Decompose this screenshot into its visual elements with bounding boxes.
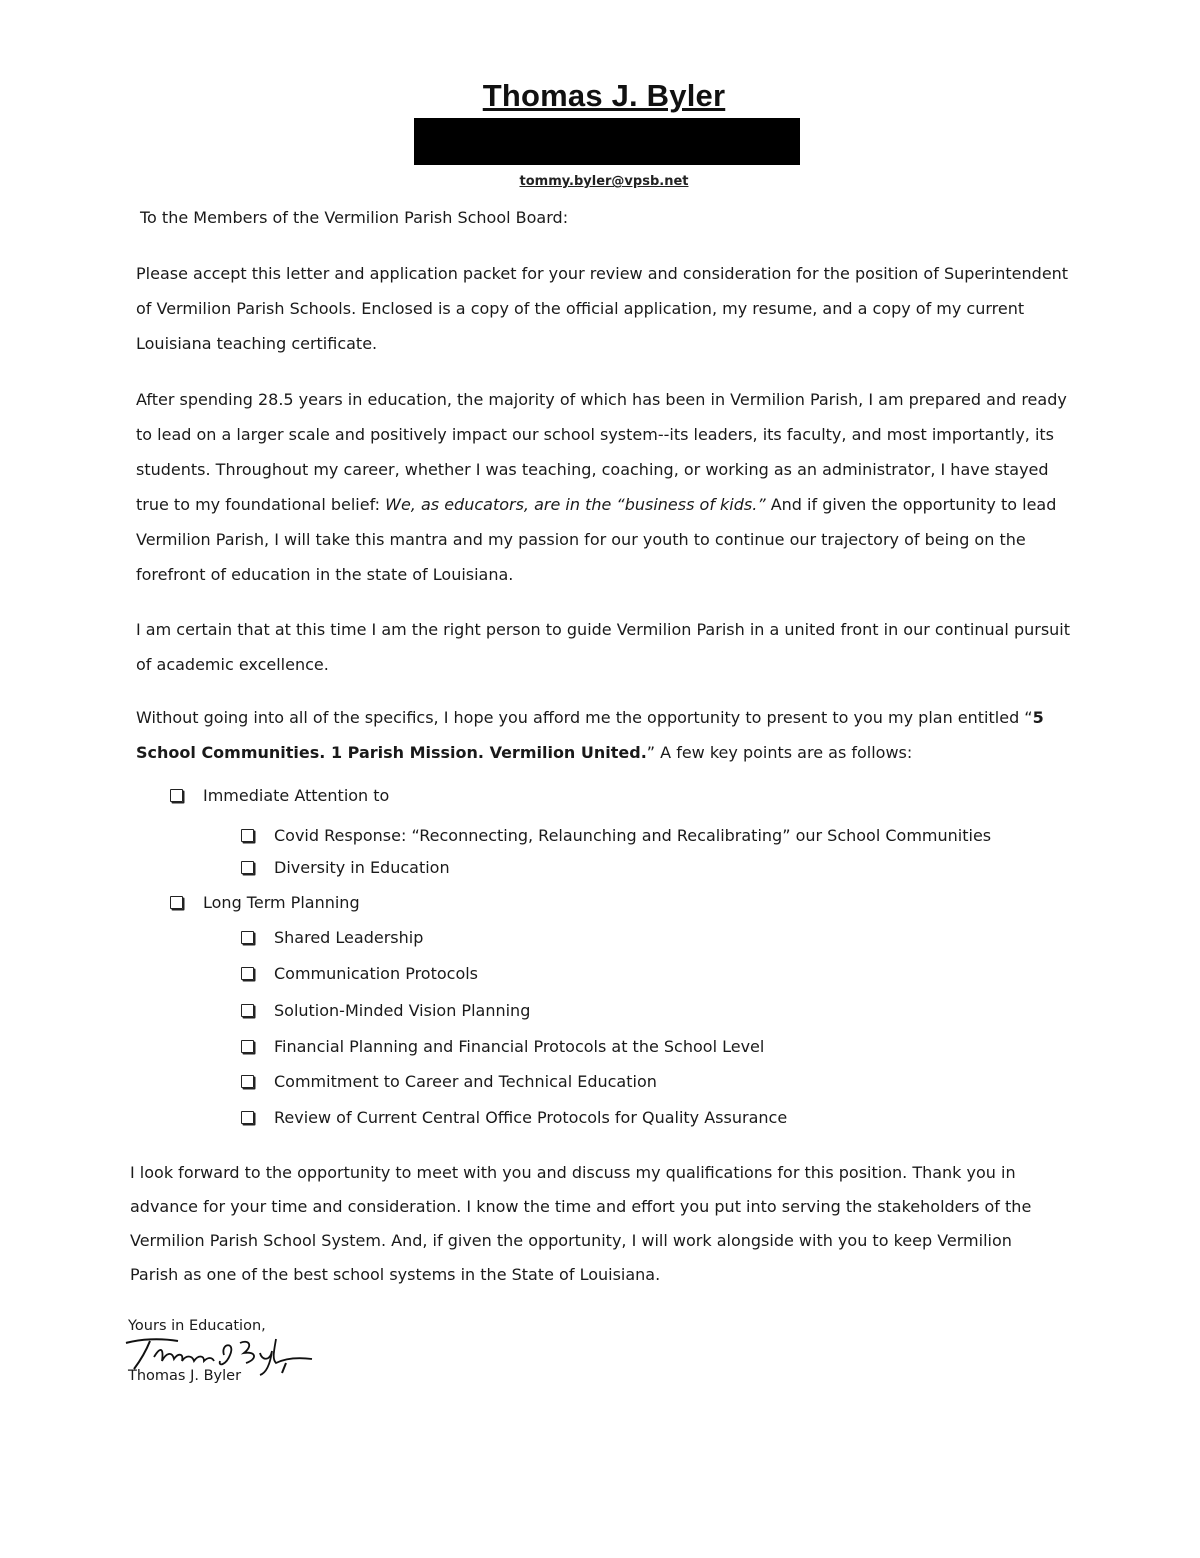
list-item	[241, 858, 450, 877]
list-item-label: Review of Current Central Office Protocols for Quality Assurance	[274, 1108, 788, 1127]
list-item-label: Financial Planning and Financial Protocols at the School Level	[274, 1037, 765, 1056]
list-item	[170, 893, 360, 912]
list-item-label: Covid Response: “Reconnecting, Relaunching and Recalibrating” our School Communities	[274, 826, 992, 845]
closing-salutation: Yours in Education,	[128, 1318, 266, 1334]
foundational-belief: We, as educators, are in the “business of kids.”	[385, 495, 766, 514]
paragraph-experience-text-a: After spending 28.5 years in education, the majority of which has been in Vermilion Parish, I am prepared and ready to lead on a larger scale and positively impact our school system--its leaders, its faculty, and most importantly, its students. Throughout my career, whether I was teaching, coaching, or working as an administrator, I have stayed true to my foundational belief:	[136, 390, 1067, 514]
plan-title: 5 School Communities. 1 Parish Mission. Vermilion United.	[136, 708, 1044, 762]
checkbox-icon	[241, 861, 254, 874]
paragraph-experience	[136, 382, 1071, 592]
list-item	[241, 1108, 787, 1127]
letterhead-email[interactable]: tommy.byler@vpsb.net	[519, 174, 689, 189]
list-item-label: Commitment to Career and Technical Education	[274, 1072, 657, 1091]
checkbox-icon	[241, 829, 254, 842]
checkbox-icon	[241, 931, 254, 944]
checkbox-icon	[241, 1111, 254, 1124]
list-item	[241, 1072, 657, 1091]
list-item	[241, 964, 478, 983]
paragraph-certainty: I am certain that at this time I am the right person to guide Vermilion Parish in a united front in our continual pursuit of academic excellence.	[136, 620, 1071, 674]
list-item	[241, 1001, 530, 1020]
checkbox-icon	[241, 1075, 254, 1088]
checkbox-icon	[241, 967, 254, 980]
paragraph-plan-text-b: ” A few key points are as follows:	[646, 743, 913, 762]
list-item	[241, 826, 991, 845]
list-item-label: Communication Protocols	[274, 964, 479, 983]
letterhead-name: Thomas J. Byler	[482, 78, 726, 113]
checkbox-icon	[241, 1040, 254, 1053]
redacted-block	[414, 118, 800, 165]
paragraph-plan	[136, 700, 1071, 770]
checkbox-icon	[170, 789, 183, 802]
list-group-label: Immediate Attention to	[203, 786, 390, 805]
list-item	[241, 1037, 764, 1056]
list-item	[170, 786, 389, 805]
salutation: To the Members of the Vermilion Parish School Board:	[140, 208, 569, 227]
signer-name: Thomas J. Byler	[128, 1368, 242, 1384]
list-item-label: Shared Leadership	[274, 928, 424, 947]
paragraph-plan-text-a: Without going into all of the specifics, I hope you afford me the opportunity to present to you my plan entitled “	[136, 708, 1033, 727]
list-item	[241, 928, 423, 947]
checkbox-icon	[241, 1004, 254, 1017]
list-item-label: Solution-Minded Vision Planning	[274, 1001, 531, 1020]
list-item-label: Diversity in Education	[274, 858, 450, 877]
checkbox-icon	[170, 896, 183, 909]
paragraph-closing: I look forward to the opportunity to meet with you and discuss my qualifications for this position. Thank you in advance for your time and consideration. I know the time and effort you put into serving the stakeholders of the Vermilion Parish School System. And, if given the opportunity, I will work alongside with you to keep Vermilion Parish as one of the best school systems in the State of Louisiana.	[130, 1163, 1032, 1284]
paragraph-intro: Please accept this letter and application packet for your review and consideration for the position of Superintendent of Vermilion Parish Schools. Enclosed is a copy of the official application, my resume, and a copy of my current Louisiana teaching certificate.	[136, 264, 1069, 353]
paragraph-experience-text-b: And if given the opportunity to lead Vermilion Parish, I will take this mantra and my passion for our youth to continue our trajectory of being on the forefront of education in the state of Louisiana.	[136, 495, 1057, 584]
list-group-label: Long Term Planning	[203, 893, 360, 912]
